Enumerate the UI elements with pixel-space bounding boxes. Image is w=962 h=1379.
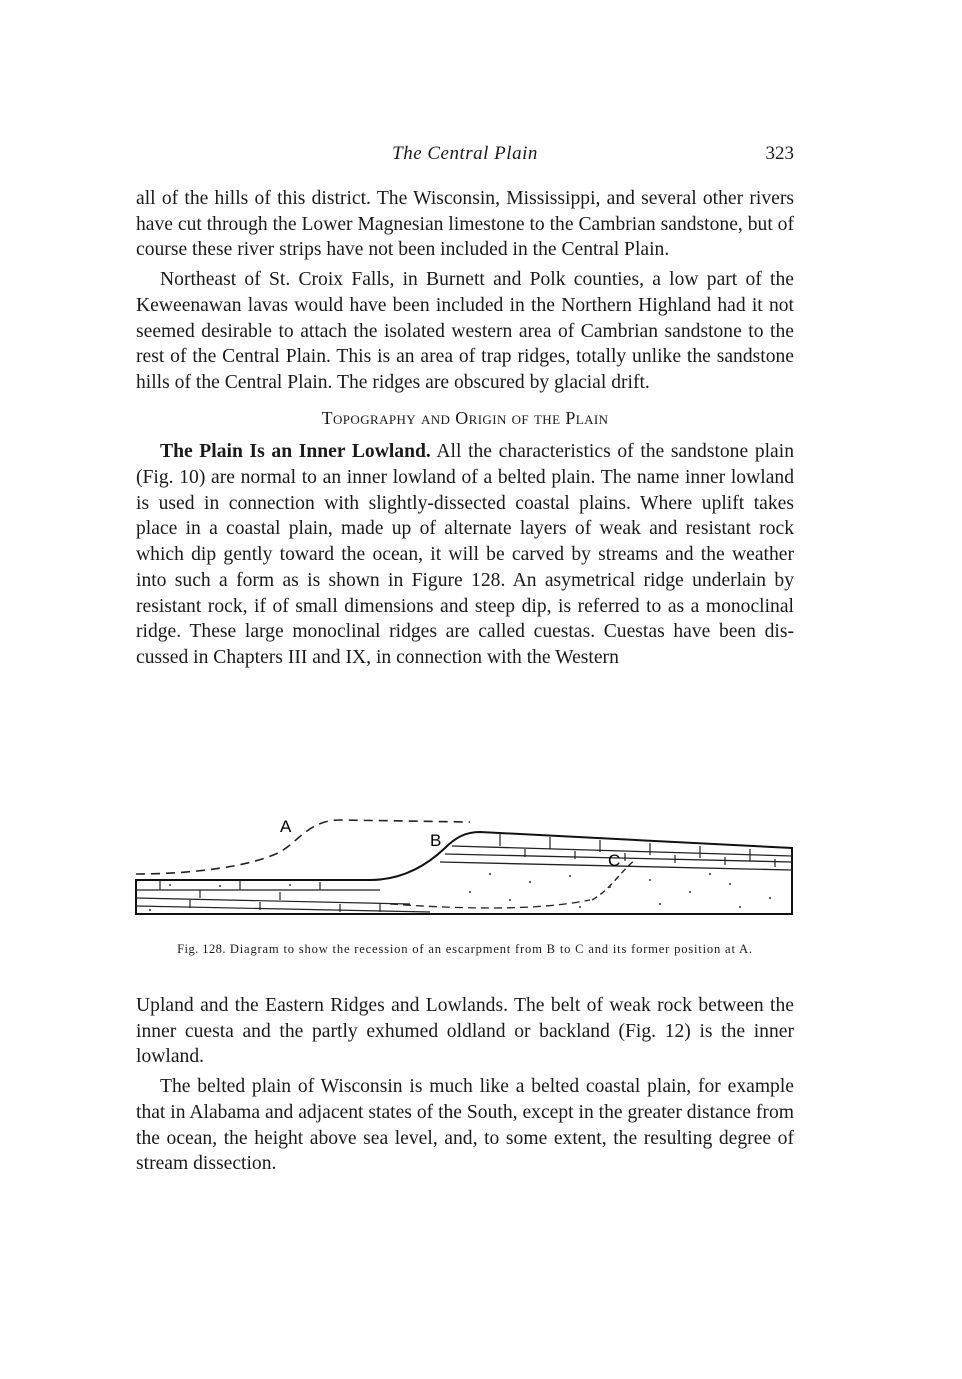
caption-label: Fig. 128.	[177, 942, 226, 956]
paragraph-inner-lowland	[136, 439, 794, 670]
page-number: 323	[765, 143, 794, 164]
caption-text: Diagram to show the recession of an escarpment from B to C and its former position at A.	[229, 942, 753, 956]
section-heading: Topography and Origin of the Plain	[321, 407, 609, 428]
bedding-line	[136, 898, 410, 904]
cuesta-diagram	[130, 812, 800, 937]
figure-128	[130, 812, 800, 972]
paragraph-continuation: all of the hills of this district. The Wisconsin, Mississippi, and several other rivers have cut through the Lower Magnesian limestone to the Cambrian sandstone, but of course these river strips have not been included in the Central Plain.	[136, 188, 794, 261]
sandstone-stipple	[149, 873, 771, 911]
running-title: The Central Plain	[392, 143, 538, 164]
page-header	[136, 143, 794, 169]
bedding-line	[452, 846, 792, 856]
run-in-heading: The Plain Is an Inner Lowland.	[160, 441, 431, 463]
paragraph-belted-plain: The belted plain of Wisconsin is much like a belted coastal plain, for example that in Alabama and adjacent states of the South, except in the greater distance from the ocean, the height above sea level, and, to some extent, the resulting degree of stream dissection.	[136, 1076, 794, 1175]
paragraph-inner-lowland-body: All the characteristics of the sandstone plain (Fig. 10) are normal to an inner lowland of a belted plain. The name inner lowland is used in connection with slightly-dissected coastal plains. Where uplift takes place in a coastal plain, made up of alternate layers of weak and resistant rock which dip gently toward the ocean, it will be carved by streams and the weather into such a form as is shown in Figure 128. An asymetrical ridge underlain by resistant rock, if of small dimensions and steep dip, is referred to as a monoclinal ridge. These large monoclinal ridges are called cuestas. Cuestas have been discussed in Chapters III and IX, in connection with the Western	[136, 441, 794, 668]
body-text-bottom	[136, 993, 794, 1181]
cross-section-block	[136, 832, 792, 914]
paragraph-upland: Upland and the Eastern Ridges and Lowlands. The belt of weak rock between the inner cuesta and the partly exhumed oldland or backland (Fig. 12) is the inner lowland.	[136, 995, 794, 1068]
label-b: B	[430, 831, 442, 850]
weak-rock-contact	[390, 900, 590, 908]
bedding-line	[136, 906, 430, 912]
paragraph-st-croix: Northeast of St. Croix Falls, in Burnett and Polk counties, a low part of the Keweenawan lavas would have been included in the Northern Highland had it not seemed desirable to attach the isolated western area of Cambrian sandstone to the rest of the Central Plain. This is an area of trap ridges, totally unlike the sandstone hills of the Central Plain. The ridges are obscured by glacial drift.	[136, 269, 794, 393]
label-a: A	[280, 817, 292, 836]
body-text-top	[136, 186, 794, 675]
label-c: C	[608, 851, 621, 870]
figure-caption	[130, 942, 800, 956]
